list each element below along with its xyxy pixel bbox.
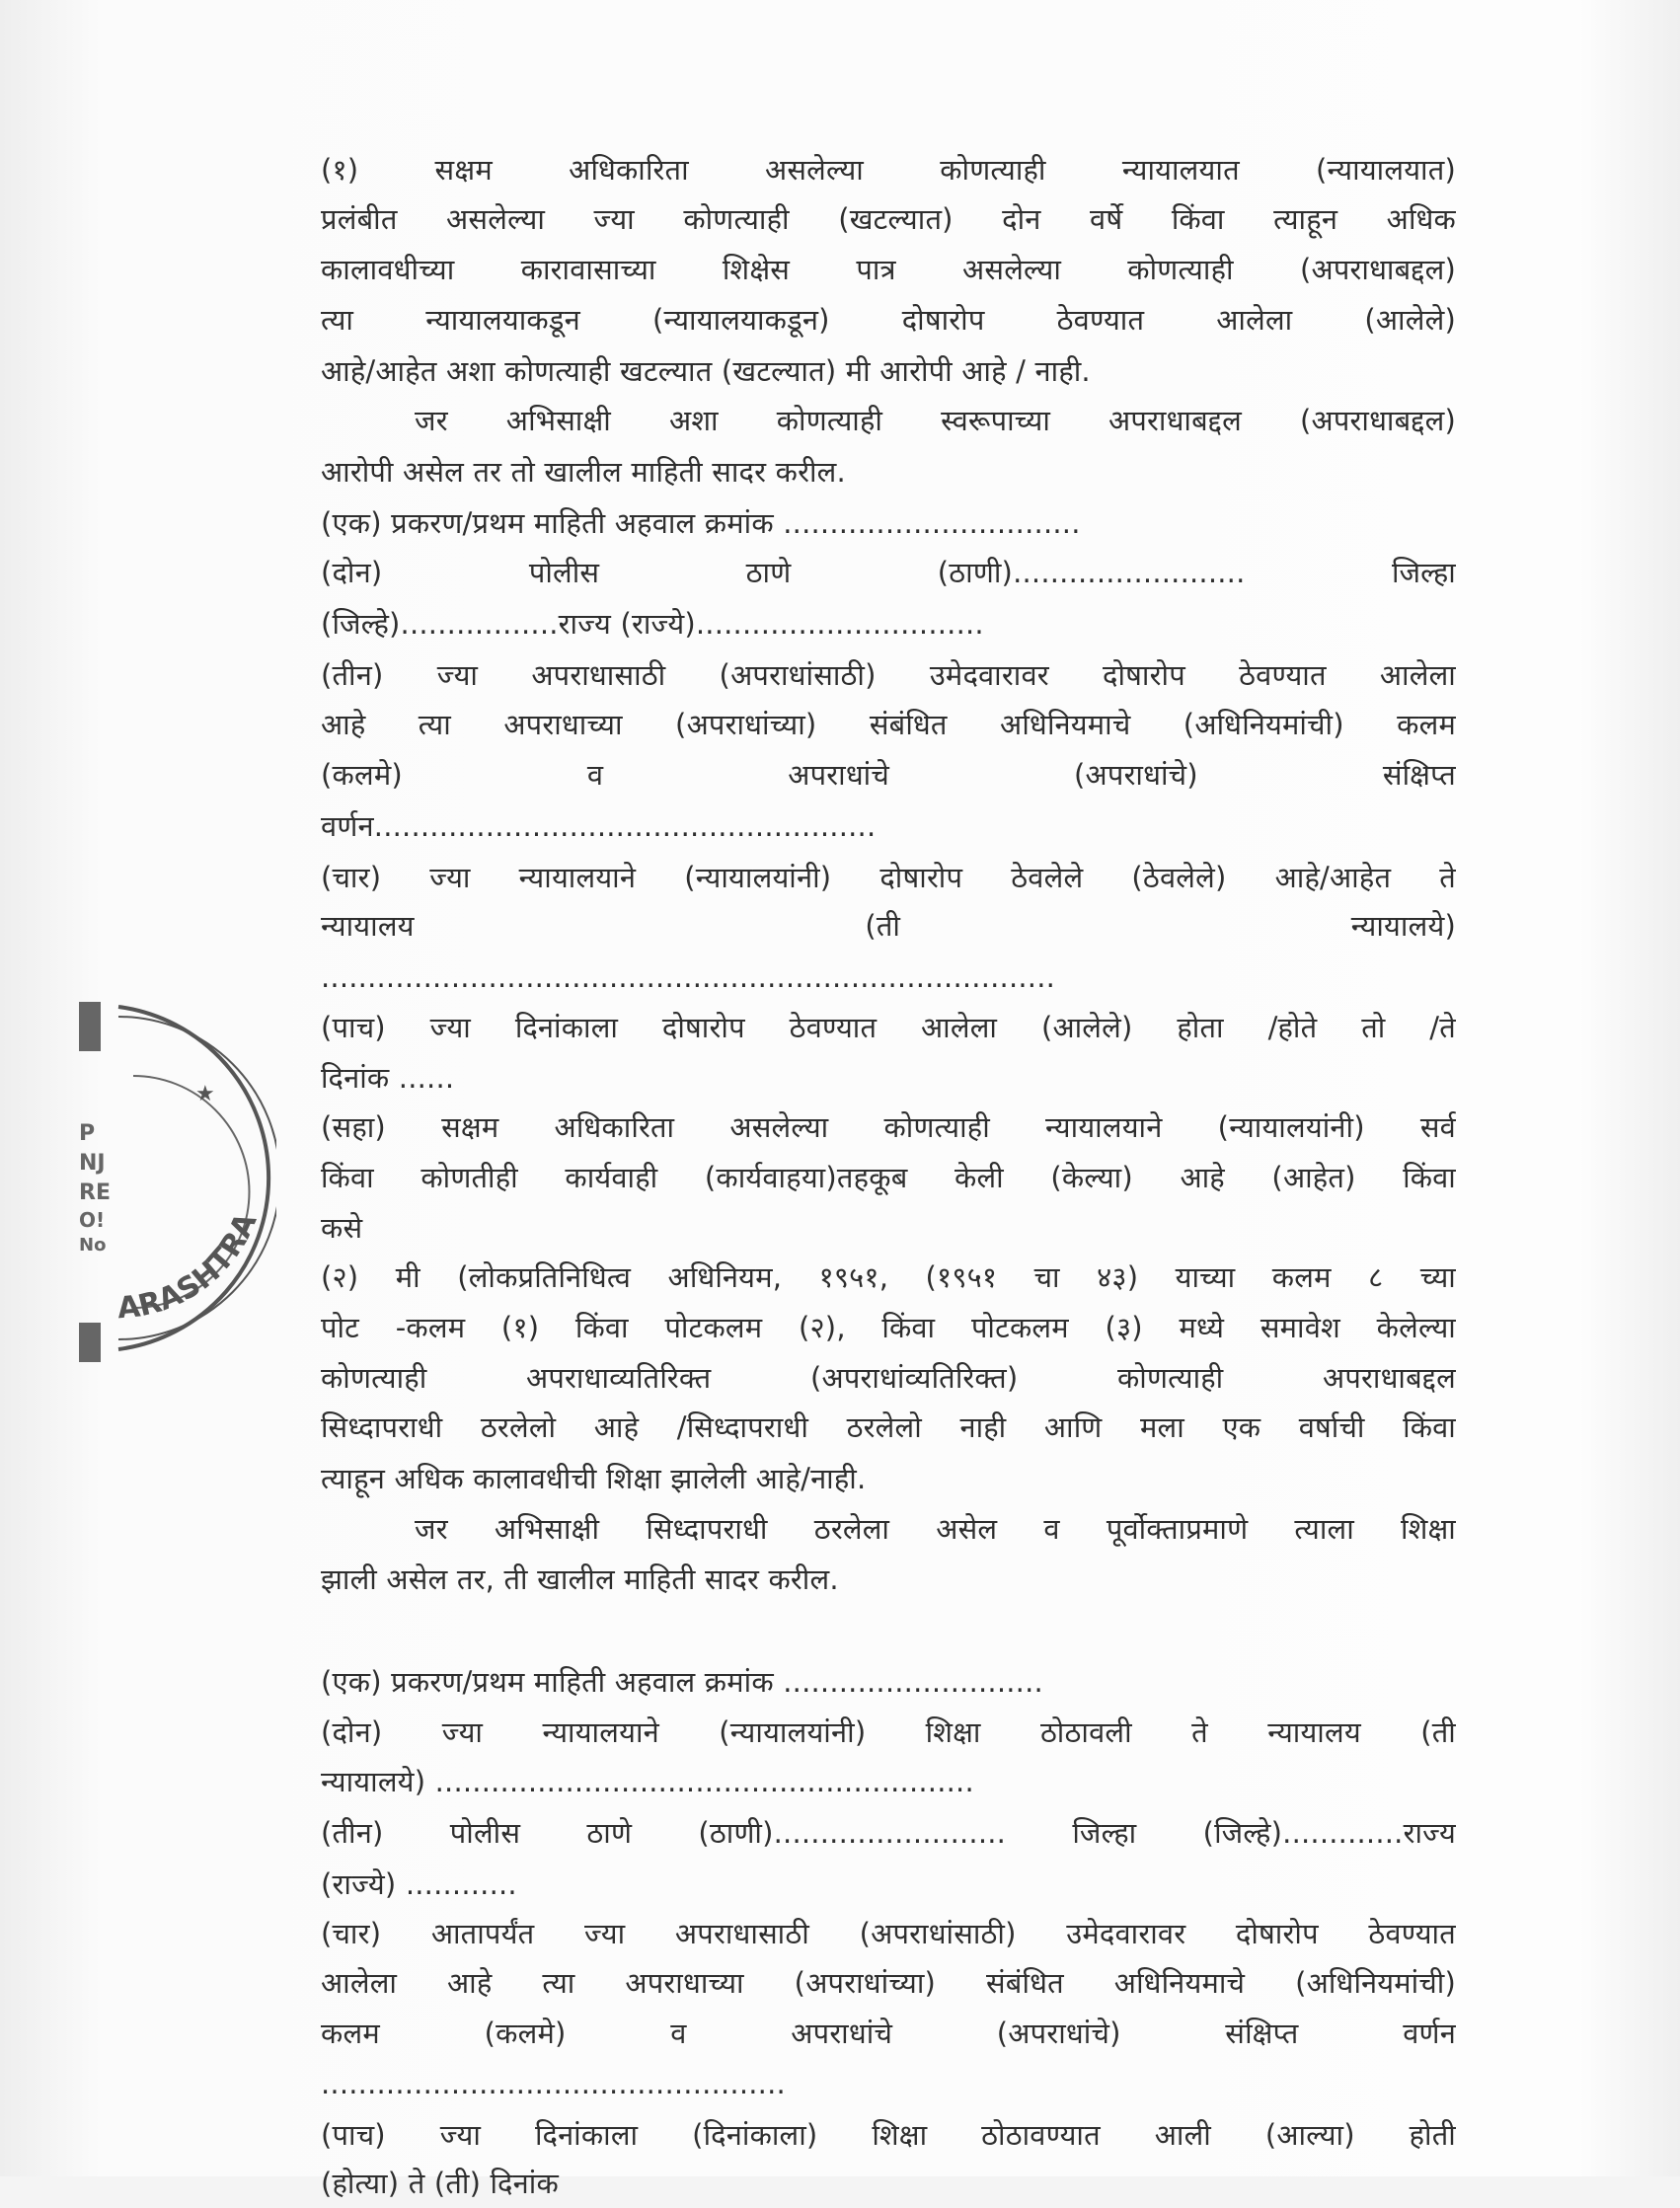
text-line: जर अभिसाक्षी अशा कोणत्याही स्वरूपाच्या अपराधाबद्दल (अपराधाबद्दल) [415, 404, 1456, 437]
text-line: कोणत्याही अपराधाव्यतिरिक्त (अपराधांव्यतिरिक्त) कोणत्याही अपराधाबद्दल [321, 1361, 1456, 1395]
text-line: कालावधीच्या कारावासाच्या शिक्षेस पात्र असलेल्या कोणत्याही (अपराधाबद्दल) [321, 253, 1456, 286]
text-line: त्या न्यायालयाकडून (न्यायालयाकडून) दोषारोप ठेवण्यात आलेला (आलेले) [321, 303, 1456, 337]
text-line: वर्णन...................................................... [321, 809, 877, 843]
text-line: कलम (कलमे) व अपराधांचे (अपराधांचे) संक्षिप्त वर्णन [321, 2017, 1456, 2050]
text-line: दिनांक ...... [321, 1061, 455, 1095]
text-line: (सहा) सक्षम अधिकारिता असलेल्या कोणत्याही न्यायालयाने (न्यायालयांनी) सर्व [321, 1110, 1456, 1144]
text-line: (जिल्हे).................राज्य (राज्ये)............................... [321, 607, 984, 641]
text-line: (पाच) ज्या दिनांकाला (दिनांकाला) शिक्षा ठोठावण्यात आली (आल्या) होती [321, 2118, 1456, 2152]
text-line: त्याहून अधिक कालावधीची शिक्षा झालेली आहे/नाही. [321, 1462, 867, 1495]
official-seal-stamp [79, 982, 276, 1372]
text-line: न्यायालय (ती न्यायालये) [321, 909, 1456, 943]
text-line: आरोपी असेल तर तो खालील माहिती सादर करील. [321, 455, 846, 489]
svg-text:★: ★ [195, 1082, 215, 1106]
text-line: कसे [321, 1211, 363, 1245]
text-line: पोट -कलम (१) किंवा पोटकलम (२), किंवा पोटकलम (३) मध्ये समावेश केलेल्या [321, 1311, 1456, 1344]
svg-text:No: No [79, 1235, 107, 1256]
text-line: (एक) प्रकरण/प्रथम माहिती अहवाल क्रमांक ................................ [321, 506, 1081, 540]
text-line: (पाच) ज्या दिनांकाला दोषारोप ठेवण्यात आलेला (आलेले) होता /होते तो /ते [321, 1011, 1456, 1044]
text-line: (१) सक्षम अधिकारिता असलेल्या कोणत्याही न्यायालयात (न्यायालयात) [321, 153, 1456, 187]
dotted-fill-line: .................................................. [321, 2067, 786, 2100]
text-line: (एक) प्रकरण/प्रथम माहिती अहवाल क्रमांक ............................ [321, 1665, 1043, 1699]
text-line: (दोन) ज्या न्यायालयाने (न्यायालयांनी) शिक्षा ठोठावली ते न्यायालय (ती [321, 1715, 1456, 1749]
dotted-fill-line: ............................................................................... [321, 960, 1056, 994]
text-line: आलेला आहे त्या अपराधाच्या (अपराधांच्या) संबंधित अधिनियमाचे (अधिनियमांची) [321, 1966, 1456, 2000]
text-line: (चार) ज्या न्यायालयाने (न्यायालयांनी) दोषारोप ठेवलेले (ठेवलेले) आहे/आहेत ते [321, 861, 1456, 894]
text-line: किंवा कोणतीही कार्यवाही (कार्यवाहया)तहकूब केली (केल्या) आहे (आहेत) किंवा [321, 1161, 1456, 1194]
svg-text:O!: O! [79, 1208, 106, 1232]
text-line: (२) मी (लोकप्रतिनिधित्व अधिनियम, १९५१, (१९५१ चा ४३) याच्या कलम ८ च्या [321, 1260, 1456, 1294]
text-line: सिध्दापराधी ठरलेलो आहे /सिध्दापराधी ठरलेलो नाही आणि मला एक वर्षाची किंवा [321, 1410, 1456, 1444]
text-line: आहे त्या अपराधाच्या (अपराधांच्या) संबंधित अधिनियमाचे (अधिनियमांची) कलम [321, 708, 1456, 741]
svg-text:ARASHTRA: ARASHTRA [115, 1207, 265, 1327]
svg-text:RE: RE [79, 1180, 111, 1205]
svg-text:P: P [79, 1121, 96, 1146]
text-line: (कलमे) व अपराधांचे (अपराधांचे) संक्षिप्त [321, 758, 1456, 792]
text-line: (तीन) पोलीस ठाणे (ठाणी)......................... जिल्हा (जिल्हे).............राज्य [321, 1816, 1456, 1850]
text-line: झाली असेल तर, ती खालील माहिती सादर करील. [321, 1562, 839, 1596]
text-line: (दोन) पोलीस ठाणे (ठाणी)......................... जिल्हा [321, 556, 1456, 589]
text-line: जर अभिसाक्षी सिध्दापराधी ठरलेला असेल व पूर्वोक्ताप्रमाणे त्याला शिक्षा [415, 1512, 1456, 1546]
text-line: (होत्या) ते (ती) दिनांक [321, 2167, 559, 2200]
text-line: प्रलंबीत असलेल्या ज्या कोणत्याही (खटल्यात) दोन वर्षे किंवा त्याहून अधिक [321, 202, 1456, 236]
text-line: (चार) आतापर्यंत ज्या अपराधासाठी (अपराधांसाठी) उमेदवारावर दोषारोप ठेवण्यात [321, 1917, 1456, 1950]
text-line: आहे/आहेत अशा कोणत्याही खटल्यात (खटल्यात) मी आरोपी आहे / नाही. [321, 354, 1091, 388]
svg-text:NJ: NJ [79, 1151, 106, 1176]
text-line: न्यायालये) .......................................................... [321, 1765, 974, 1798]
text-line: (राज्ये) ............ [321, 1867, 517, 1901]
text-line: (तीन) ज्या अपराधासाठी (अपराधांसाठी) उमेदवारावर दोषारोप ठेवण्यात आलेला [321, 658, 1456, 692]
